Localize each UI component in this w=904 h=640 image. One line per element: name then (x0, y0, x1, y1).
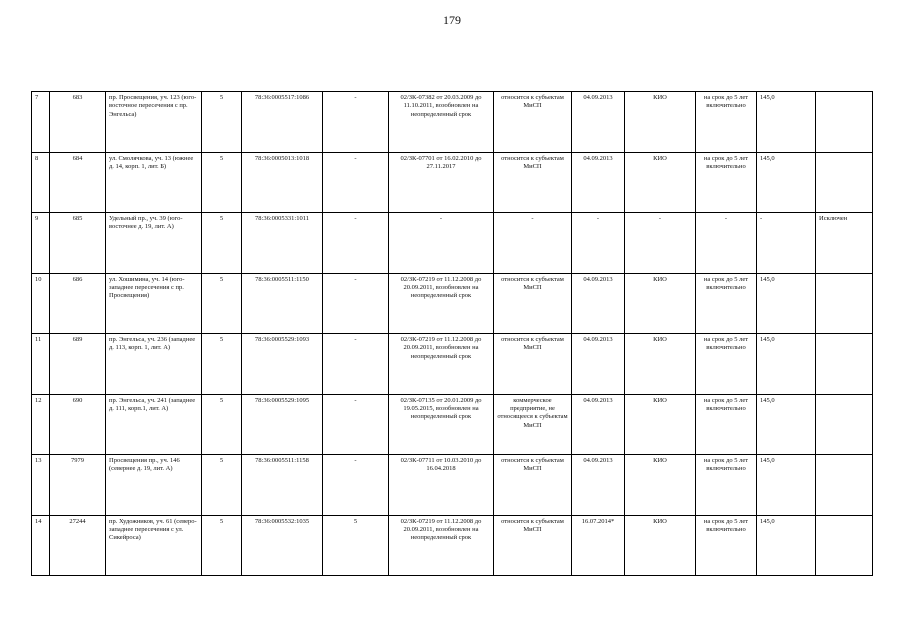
msp-status-cell: относится к субъектам МиСП (494, 455, 572, 516)
date-cell: 04.09.2013 (572, 92, 625, 153)
table-row (32, 515, 873, 576)
object-id-cell: 27244 (50, 515, 106, 576)
date-cell: - (572, 213, 625, 274)
object-id-cell: 684 (50, 152, 106, 213)
contract-cell: - (389, 213, 494, 274)
date-cell: 16.07.2014* (572, 515, 625, 576)
zone-cell: 5 (202, 455, 242, 516)
note-cell (816, 152, 873, 213)
data-table (31, 91, 873, 576)
cadastral-number-cell: 78:36:0005511:1150 (242, 273, 323, 334)
address-cell: Удельный пр., уч. 39 (юго-восточнее д. 19, лит. А) (106, 213, 202, 274)
value-cell: 145,0 (757, 273, 816, 334)
cadastral-number-cell: 78:36:0005013:1018 (242, 152, 323, 213)
zone-cell: 5 (202, 152, 242, 213)
value-cell: 145,0 (757, 455, 816, 516)
area-cell: - (323, 394, 389, 455)
term-cell: на срок до 5 лет включительно (696, 152, 757, 213)
value-cell: 145,0 (757, 152, 816, 213)
msp-status-cell: относится к субъектам МиСП (494, 273, 572, 334)
row-number-cell: 9 (32, 213, 50, 274)
date-cell: 04.09.2013 (572, 455, 625, 516)
msp-status-cell: относится к субъектам МиСП (494, 334, 572, 395)
row-number-cell: 14 (32, 515, 50, 576)
date-cell: 04.09.2013 (572, 334, 625, 395)
organization-cell: КИО (625, 152, 696, 213)
cadastral-number-cell: 78:36:0005517:1086 (242, 92, 323, 153)
area-cell: - (323, 152, 389, 213)
term-cell: на срок до 5 лет включительно (696, 455, 757, 516)
note-cell (816, 394, 873, 455)
address-cell: Просвещения пр., уч. 146 (севернее д. 19, лит. А) (106, 455, 202, 516)
date-cell: 04.09.2013 (572, 394, 625, 455)
value-cell: 145,0 (757, 92, 816, 153)
area-cell: - (323, 92, 389, 153)
organization-cell: КИО (625, 515, 696, 576)
table-row (32, 273, 873, 334)
msp-status-cell: - (494, 213, 572, 274)
object-id-cell: 685 (50, 213, 106, 274)
table-row (32, 455, 873, 516)
organization-cell: КИО (625, 394, 696, 455)
object-id-cell: 686 (50, 273, 106, 334)
area-cell: - (323, 455, 389, 516)
term-cell: на срок до 5 лет включительно (696, 394, 757, 455)
zone-cell: 5 (202, 273, 242, 334)
zone-cell: 5 (202, 92, 242, 153)
address-cell: ул. Смолячкова, уч. 13 (южнее д. 14, корп. 1, лит. Б) (106, 152, 202, 213)
cadastral-number-cell: 78:36:0005529:1093 (242, 334, 323, 395)
row-number-cell: 13 (32, 455, 50, 516)
term-cell: на срок до 5 лет включительно (696, 334, 757, 395)
row-number-cell: 10 (32, 273, 50, 334)
row-number-cell: 11 (32, 334, 50, 395)
value-cell: 145,0 (757, 394, 816, 455)
table-row (32, 92, 873, 153)
object-id-cell: 683 (50, 92, 106, 153)
cadastral-number-cell: 78:36:0005511:1158 (242, 455, 323, 516)
note-cell (816, 334, 873, 395)
zone-cell: 5 (202, 515, 242, 576)
contract-cell: 02/ЗК-07711 от 10.03.2010 до 16.04.2018 (389, 455, 494, 516)
contract-cell: 02/ЗК-07219 от 11.12.2008 до 20.09.2011, возобновлен на неопределенный срок (389, 273, 494, 334)
contract-cell: 02/ЗК-07135 от 20.01.2009 до 19.05.2015, возобновлен на неопределенный срок (389, 394, 494, 455)
organization-cell: КИО (625, 455, 696, 516)
cadastral-number-cell: 78:36:0005331:1011 (242, 213, 323, 274)
note-cell: Исключен (816, 213, 873, 274)
row-number-cell: 7 (32, 92, 50, 153)
address-cell: пр. Энгельса, уч. 236 (западнее д. 113, корп. 1, лит. А) (106, 334, 202, 395)
object-id-cell: 7979 (50, 455, 106, 516)
msp-status-cell: относится к субъектам МиСП (494, 515, 572, 576)
term-cell: на срок до 5 лет включительно (696, 273, 757, 334)
note-cell (816, 515, 873, 576)
area-cell: 5 (323, 515, 389, 576)
area-cell: - (323, 213, 389, 274)
contract-cell: 02/ЗК-07382 от 20.03.2009 до 11.10.2011, возобновлен на неопределенный срок (389, 92, 494, 153)
organization-cell: КИО (625, 92, 696, 153)
organization-cell: КИО (625, 273, 696, 334)
note-cell (816, 273, 873, 334)
area-cell: - (323, 334, 389, 395)
address-cell: ул. Хошимина, уч. 14 (юго-западнее пересечения с пр. Просвещения) (106, 273, 202, 334)
page-number: 179 (443, 13, 461, 27)
zone-cell: 5 (202, 213, 242, 274)
row-number-cell: 8 (32, 152, 50, 213)
table-row (32, 394, 873, 455)
msp-status-cell: относится к субъектам МиСП (494, 92, 572, 153)
area-cell: - (323, 273, 389, 334)
msp-status-cell: коммерческое предприятие, не относящееся к субъектам МиСП (494, 394, 572, 455)
value-cell: 145,0 (757, 334, 816, 395)
object-id-cell: 689 (50, 334, 106, 395)
value-cell: - (757, 213, 816, 274)
object-id-cell: 690 (50, 394, 106, 455)
table-row (32, 152, 873, 213)
organization-cell: КИО (625, 334, 696, 395)
value-cell: 145,0 (757, 515, 816, 576)
row-number-cell: 12 (32, 394, 50, 455)
contract-cell: 02/ЗК-07219 от 11.12.2008 до 20.09.2011, возобновлен на неопределенный срок (389, 334, 494, 395)
msp-status-cell: относится к субъектам МиСП (494, 152, 572, 213)
address-cell: пр. Энгельса, уч. 241 (западнее д. 111, корп.1, лит. А) (106, 394, 202, 455)
note-cell (816, 92, 873, 153)
contract-cell: 02/ЗК-07701 от 16.02.2010 до 27.11.2017 (389, 152, 494, 213)
term-cell: на срок до 5 лет включительно (696, 92, 757, 153)
date-cell: 04.09.2013 (572, 152, 625, 213)
zone-cell: 5 (202, 394, 242, 455)
address-cell: пр. Просвещения, уч. 123 (юго-восточное пересечения с пр. Энгельса) (106, 92, 202, 153)
organization-cell: - (625, 213, 696, 274)
address-cell: пр. Художников, уч. 61 (северо-западнее пересечения с ул. Сикейроса) (106, 515, 202, 576)
contract-cell: 02/ЗК-07219 от 11.12.2008 до 20.09.2011, возобновлен на неопределенный срок (389, 515, 494, 576)
cadastral-number-cell: 78:36:0005529:1095 (242, 394, 323, 455)
cadastral-number-cell: 78:36:0005532:1035 (242, 515, 323, 576)
term-cell: на срок до 5 лет включительно (696, 515, 757, 576)
table-row (32, 213, 873, 274)
term-cell: - (696, 213, 757, 274)
table-row (32, 334, 873, 395)
date-cell: 04.09.2013 (572, 273, 625, 334)
zone-cell: 5 (202, 334, 242, 395)
note-cell (816, 455, 873, 516)
